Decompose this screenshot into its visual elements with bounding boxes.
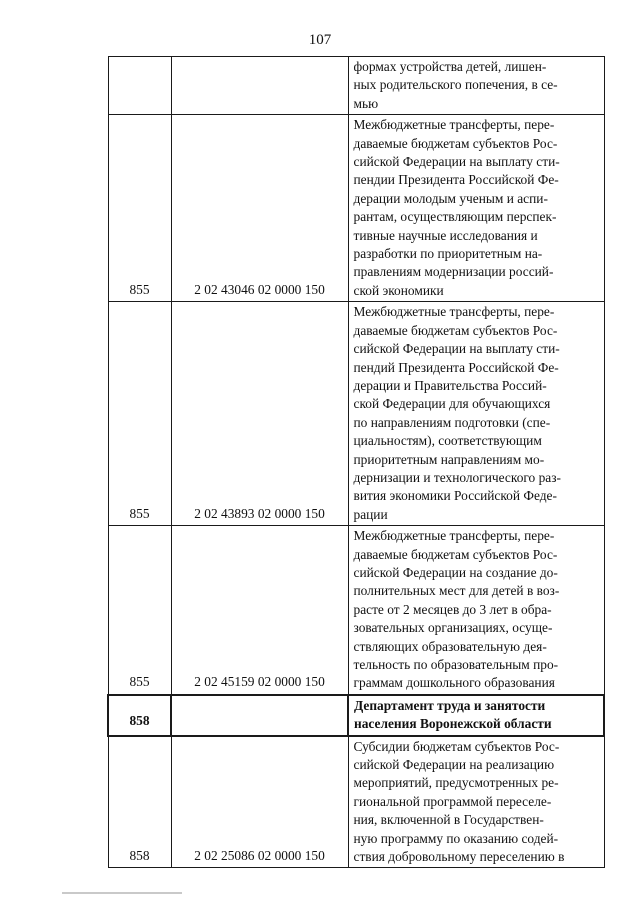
description-line: сийской Федерации на выплату сти- [353,341,560,357]
description-line: мероприятий, предусмотренных ре- [353,775,559,791]
description-line: граммам дошкольного образования [353,675,555,691]
description-line: Межбюджетные трансферты, пере- [353,117,555,133]
admin-code-cell: 858 [108,695,171,736]
description-line: полнительных мест для детей в воз- [353,583,560,599]
description-cell [348,302,604,526]
description-line: ных родительского попечения, в се- [353,77,558,93]
table-body [108,57,604,868]
description-line: пендий Президента Российской Фе- [353,359,559,375]
description-cell [348,736,604,868]
description-line: мью [353,95,379,111]
description-line: пендии Президента Российской Фе- [353,172,559,188]
description-line: дерации и Правительства Россий- [353,377,547,393]
description-line: ную программу по оказанию содей- [353,830,559,846]
description-line: населения Воронежской области [354,716,552,732]
description-line: Департамент труда и занятости [354,697,546,713]
description-line: приоритетным направлениям мо- [353,451,545,467]
description-line: даваемые бюджетам субъектов Рос- [353,135,558,151]
description-line: ствляющих образовательную дея- [353,638,547,654]
budget-code-cell: 2 02 25086 02 0000 150 [171,736,348,868]
table-row [108,736,604,868]
admin-code-cell [108,57,171,115]
scan-artifact-line [62,892,182,894]
table-row [108,57,604,115]
admin-code-cell: 855 [108,115,171,302]
admin-code-cell: 855 [108,526,171,695]
table-row [108,115,604,302]
description-line: тивные научные исследования и [353,227,538,243]
description-line: ской экономики [353,282,444,298]
table-row [108,526,604,695]
table-row [108,302,604,526]
description-cell [348,115,604,302]
description-line: зовательных организациях, осуще- [353,620,553,636]
description-line: дернизации и технологического раз- [353,469,561,485]
description-line: ния, включенной в Государствен- [353,812,544,828]
department-row [108,695,604,736]
description-line: сийской Федерации на реализацию [353,757,555,773]
description-line: Межбюджетные трансферты, пере- [353,528,555,544]
description-line: расте от 2 месяцев до 3 лет в обра- [353,601,552,617]
description-line: разработки по приоритетным на- [353,246,543,262]
description-line: сийской Федерации на создание до- [353,564,558,580]
description-cell [348,695,604,736]
description-line: тельность по образовательным про- [353,657,559,672]
description-line: формах устройства детей, лишен- [353,59,547,74]
description-line: циальностям), соответствующим [353,433,542,449]
description-line: ствия добровольному переселению в [353,849,565,865]
description-line: даваемые бюджетам субъектов Рос- [353,322,558,338]
admin-code-cell: 855 [108,302,171,526]
description-line: дерации молодым ученым и аспи- [353,190,548,206]
description-line: гиональной программой переселе- [353,793,552,809]
description-line: даваемые бюджетам субъектов Рос- [353,546,558,562]
description-cell [348,526,604,695]
description-line: рантам, осуществляющим перспек- [353,209,557,225]
budget-code-cell [171,695,348,736]
page-number: 107 [308,32,332,48]
budget-code-cell [171,57,348,115]
description-line: по направлениям подготовки (спе- [353,414,551,430]
admin-code-cell: 858 [108,736,171,868]
budget-code-cell: 2 02 43893 02 0000 150 [171,302,348,526]
description-line: Субсидии бюджетам субъектов Рос- [353,738,560,754]
description-line: правлениям модернизации россий- [353,264,554,280]
description-line: рации [353,506,388,522]
description-line: вития экономики Российской Феде- [353,488,557,504]
description-line: Межбюджетные трансферты, пере- [353,304,555,320]
description-line: ской Федерации для обучающихся [353,396,551,412]
budget-revenue-table [107,56,605,868]
description-cell [348,57,604,115]
description-line: сийской Федерации на выплату сти- [353,154,560,170]
budget-code-cell: 2 02 45159 02 0000 150 [171,526,348,695]
budget-code-cell: 2 02 43046 02 0000 150 [171,115,348,302]
